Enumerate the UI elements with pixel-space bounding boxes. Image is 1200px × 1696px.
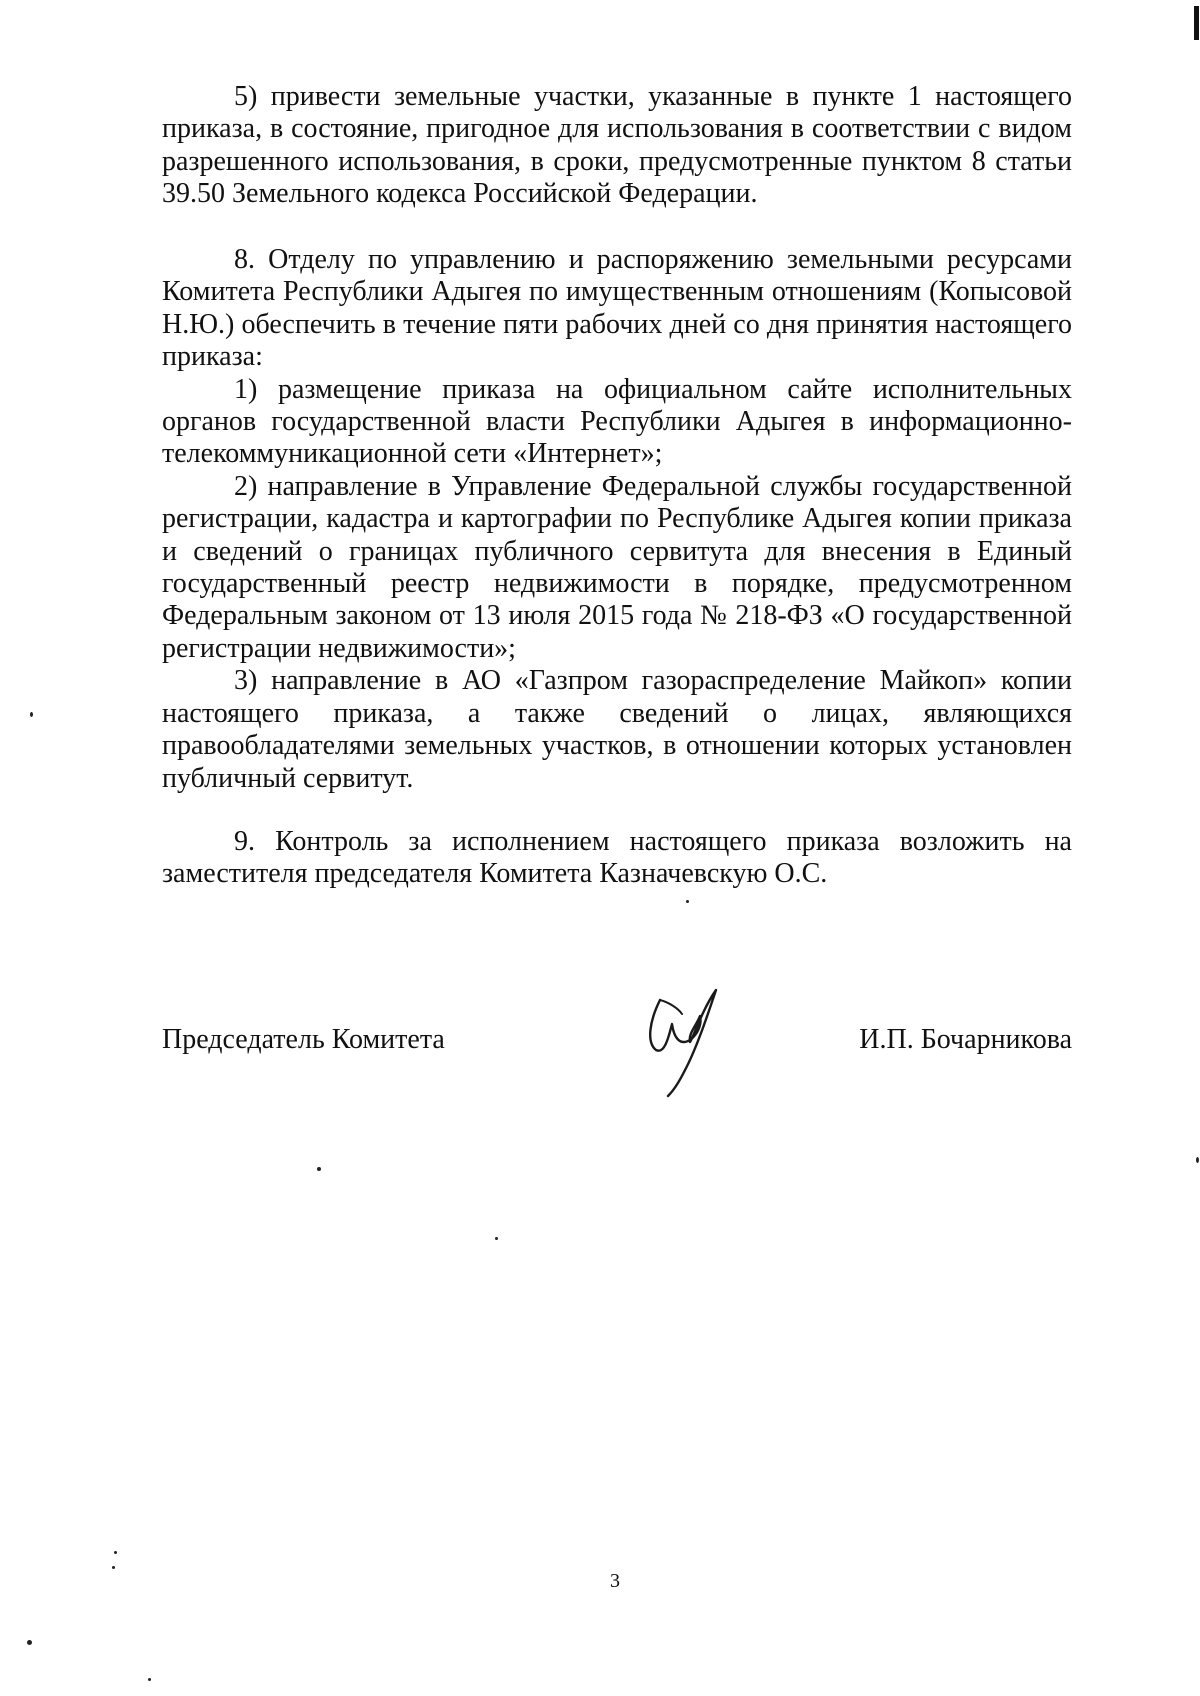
scan-edge-mark	[1194, 6, 1199, 40]
paragraph: 5) привести земельные участки, указанные в пункте 1 настоящего приказа, в состояние, пригодное для использования в соответствии с видом разрешенного использования, в сроки, предусмотренные пунктом 8 статьи 39.50 Земельного кодекса Российской Федерации.	[162, 81, 1072, 210]
page-number: 3	[610, 1570, 620, 1592]
handwritten-signature	[638, 980, 738, 1100]
paragraph: 8. Отделу по управлению и распоряжению земельными ресурсами Комитета Республики Адыгея по имущественным отношениям (Копысовой Н.Ю.) обеспечить в течение пяти рабочих дней со дня принятия настоящего приказа:	[162, 244, 1072, 373]
paragraph-block-item-5	[162, 81, 1072, 211]
signature-row	[162, 1022, 1072, 1058]
scan-speck	[148, 1678, 151, 1681]
paragraph-block-item-9	[162, 826, 1072, 891]
paragraph: 9. Контроль за исполнением настоящего приказа возложить на заместителя председателя Комитета Казначевскую О.С.	[162, 826, 1072, 890]
scan-speck	[1196, 1157, 1199, 1163]
scan-speck	[686, 900, 689, 903]
scan-speck	[495, 1237, 498, 1240]
paragraph: 3) направление в АО «Газпром газораспределение Майкоп» копии настоящего приказа, а также сведений о лицах, являющихся правообладателями земельных участков, в отношении которых установлен публичный сервитут.	[162, 665, 1072, 794]
scan-speck	[30, 712, 33, 717]
paragraph: 1) размещение приказа на официальном сайте исполнительных органов государственной власти Республики Адыгея в информационно-телекоммуникационной сети «Интернет»;	[162, 373, 1072, 470]
signatory-name: И.П. Бочарникова	[859, 1024, 1072, 1055]
signatory-title: Председатель Комитета	[162, 1024, 445, 1055]
paragraph: 2) направление в Управление Федеральной службы государственной регистрации, кадастра и картографии по Республике Адыгея копии приказа и сведений о границах публичного сервитута для внесения в Единый государственный реестр недвижимости в порядке, предусмотренном Федеральным законом от 13 июля 2015 года № 218-ФЗ «О государственной регистрации недвижимости»;	[162, 470, 1072, 664]
scan-speck	[27, 1640, 32, 1645]
paragraph-block-item-8	[162, 244, 1072, 795]
scan-speck	[317, 1167, 321, 1171]
scan-speck	[112, 1566, 115, 1569]
scan-speck	[114, 1551, 117, 1554]
